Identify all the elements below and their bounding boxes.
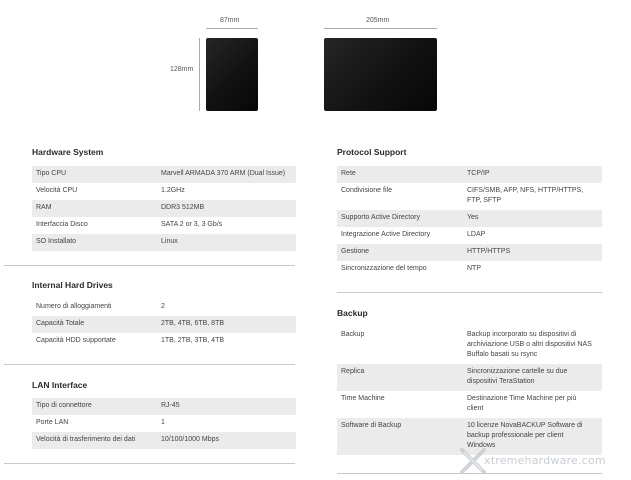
row-value: SATA 2 or 3, 3 Gb/s — [161, 221, 223, 228]
table-row — [32, 166, 296, 183]
table-row — [32, 415, 296, 432]
site-watermark — [458, 446, 628, 476]
row-label: Condivisione file — [341, 187, 392, 194]
row-value: 1 — [161, 419, 165, 426]
table-row — [337, 210, 602, 227]
watermark-text: xtremehardware.com — [484, 454, 606, 467]
table-row — [337, 166, 602, 183]
row-label: Replica — [341, 368, 365, 375]
nas-side-image — [324, 38, 437, 111]
row-label: Interfaccia Disco — [36, 221, 88, 228]
row-label: Velocità CPU — [36, 187, 78, 194]
table-row — [337, 391, 602, 418]
row-label: Capacità Totale — [36, 320, 85, 327]
table-row — [337, 261, 602, 278]
row-label: Time Machine — [341, 395, 385, 402]
section-title: Internal Hard Drives — [32, 280, 113, 290]
row-label: SO Installato — [36, 238, 77, 245]
table-row — [32, 217, 296, 234]
row-value: 2 — [161, 303, 165, 310]
row-label: Tipo di connettore — [36, 402, 92, 409]
section-title: Hardware System — [32, 147, 104, 157]
section-title: Backup — [337, 308, 368, 318]
row-value: Sincronizzazione cartelle su due dispositivi TeraStation — [467, 368, 568, 385]
small-width-line — [206, 28, 258, 29]
table-row — [32, 432, 296, 449]
row-label: Gestione — [341, 248, 370, 255]
protocol-table — [337, 166, 602, 278]
hardware-table — [32, 166, 296, 251]
row-label: Integrazione Active Directory — [341, 231, 431, 238]
lan-table — [32, 398, 296, 449]
table-row — [32, 316, 296, 333]
table-row — [32, 333, 296, 350]
row-value: TCP/IP — [467, 170, 490, 177]
row-value: Destinazione Time Machine per più client — [467, 395, 577, 412]
height-line — [199, 38, 200, 111]
row-value: 1TB, 2TB, 3TB, 4TB — [161, 337, 225, 344]
row-value: NTP — [467, 265, 481, 272]
row-label: Velocità di trasferimento dei dati — [36, 436, 136, 443]
divider — [4, 364, 295, 365]
row-label: Numero di alloggiamenti — [36, 303, 112, 310]
large-width-label: 205mm — [366, 17, 390, 24]
table-row — [337, 227, 602, 244]
row-value: 2TB, 4TB, 6TB, 8TB — [161, 320, 225, 327]
row-label: Tipo CPU — [36, 170, 67, 177]
table-row — [337, 364, 602, 391]
table-row — [337, 183, 602, 210]
row-value: Marvell ARMADA 370 ARM (Dual Issue) — [161, 170, 286, 177]
divider — [337, 292, 602, 293]
table-row — [337, 326, 602, 364]
table-row — [32, 200, 296, 217]
row-value: DDR3 512MB — [161, 204, 205, 211]
table-row — [32, 299, 296, 316]
row-label: Backup — [341, 331, 365, 338]
large-width-line — [324, 28, 437, 29]
row-value: RJ-45 — [161, 402, 180, 409]
row-label: Porte LAN — [36, 419, 69, 426]
divider — [4, 463, 295, 464]
row-value: LDAP — [467, 231, 486, 238]
table-row — [337, 244, 602, 261]
table-row — [32, 234, 296, 251]
small-width-label: 87mm — [220, 17, 240, 24]
drives-table — [32, 299, 296, 350]
divider — [4, 265, 295, 266]
section-title: Protocol Support — [337, 147, 407, 157]
section-title: LAN Interface — [32, 380, 88, 390]
row-value: 10/100/1000 Mbps — [161, 436, 219, 443]
table-row — [32, 183, 296, 200]
row-value: 10 licenze NovaBACKUP Software di backup professionale per client Windows — [467, 422, 583, 449]
nas-front-image — [206, 38, 258, 111]
row-label: Software di Backup — [341, 422, 402, 429]
row-value: CIFS/SMB, AFP, NFS, HTTP/HTTPS, FTP, SFTP — [467, 187, 584, 204]
row-value: Backup incorporato su dispositivi di archiviazione USB o altri dispositivi NAS Buffalo basati su rsync — [467, 331, 592, 358]
table-row — [32, 398, 296, 415]
row-value: Linux — [161, 238, 178, 245]
row-label: Rete — [341, 170, 356, 177]
height-label: 128mm — [170, 66, 194, 73]
row-label: Sincronizzazione del tempo — [341, 265, 427, 272]
row-label: RAM — [36, 204, 52, 211]
row-label: Capacità HDD supportate — [36, 337, 116, 344]
row-value: Yes — [467, 214, 479, 221]
row-value: HTTP/HTTPS — [467, 248, 511, 255]
backup-table — [337, 326, 602, 455]
row-label: Supporto Active Directory — [341, 214, 420, 221]
row-value: 1.2GHz — [161, 187, 185, 194]
